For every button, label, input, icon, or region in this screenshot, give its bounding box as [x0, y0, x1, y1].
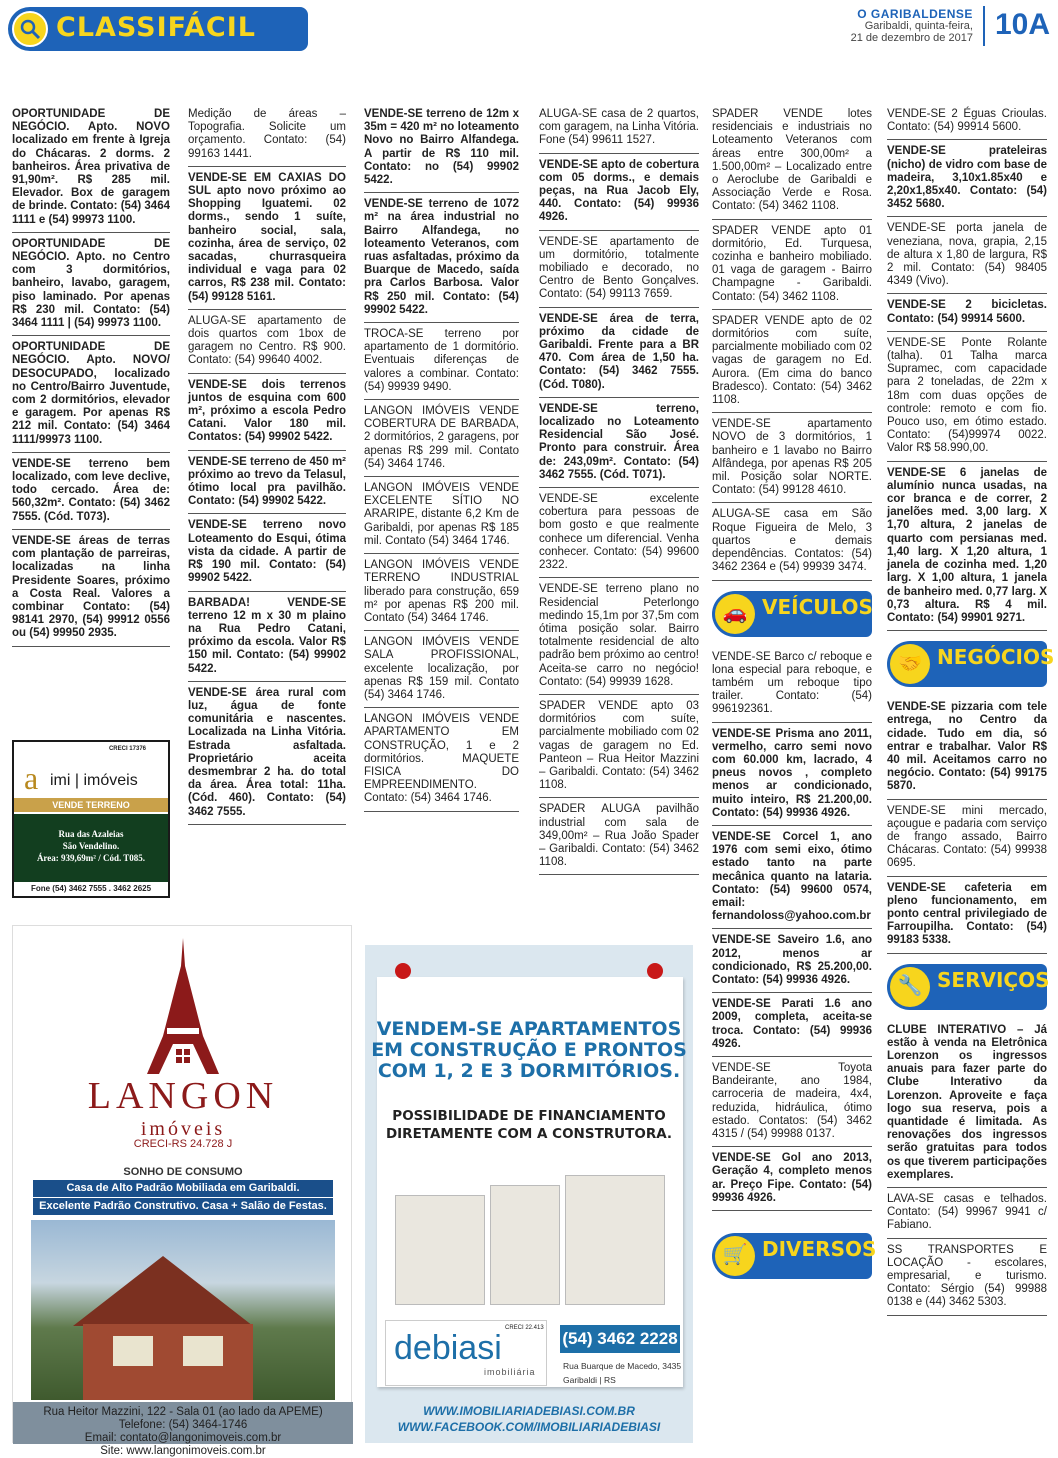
debiasi-web: WWW.IMOBILIARIADEBIASI.COM.BR WWW.FACEBOOK.COM/IMOBILIARIADEBIASI — [397, 1404, 661, 1434]
langon-name: LANGON — [87, 1075, 279, 1117]
column-2 — [188, 108, 346, 825]
section-diversos — [712, 1233, 877, 1279]
classified-ad: OPORTUNIDADE DE NEGÓCIO. Apto. no Centro com 3 dormitórios, banheiro, lavabo, garagem, piso laminado. Por apenas R$ 230 mil. Contato: (54) 3464 1111 | (54) 99973 1100. — [12, 233, 170, 336]
classified-ad: VENDE-SE terreno de 12m x 35m = 420 m² no loteamento Novo no Bairro Alfandega. A partir de R$ 110 mil. Contato: no (54) 99902 5422. — [364, 108, 519, 193]
classified-ad: VENDE-SE excelente cobertura para pessoas de bom gosto e que realmente conhece um diferencial. Venha conhecer. Contato: (54) 99600 2322. — [539, 488, 699, 578]
classified-ad: VENDE-SE terreno plano no Residencial Peterlongo medindo 15,1m por 37,5m com ótima posição solar. Bairro totalmente residencial de alto padrão bem próximo ao centro! Aceita-se carro no negócio! Contato: (54) 99939 1628. — [539, 578, 699, 695]
section-negocios — [887, 641, 1055, 687]
pin-icon — [647, 963, 663, 979]
debiasi-headline: VENDEM-SE APARTAMENTOS EM CONSTRUÇÃO E PRONTOS COM 1, 2 E 3 DORMITÓRIOS. — [371, 1018, 687, 1082]
pin-icon — [395, 963, 411, 979]
classified-ad: VENDE-SE apartamento de um dormitório, totalmente mobiliado e decorado, no Centro de Bento Gonçalves. Contato: (54) 99113 7659. — [539, 231, 699, 308]
classified-ad: VENDE-SE Prisma ano 2011, vermelho, carro semi novo com 60.000 km, lacrado, 4 pneus novos , completo menos ar condicionado, muito inteiro, R$ 21.200,00. Contato: (54) 99936 4926. — [712, 723, 872, 826]
debiasi-address: Rua Buarque de Macedo, 3435 Garibaldi | RS — [563, 1361, 682, 1385]
langon-creci: CRECI-RS 24.728 J — [133, 1138, 233, 1150]
classified-ad: VENDE-SE terreno de 450 m² próximo ao trevo da Telasul, ótimo local pra pavilhão. Contato: (54) 99902 5422. — [188, 451, 346, 515]
classified-ad: LANGON IMÓVEIS VENDE APARTAMENTO EM CONSTRUÇÃO, 1 e 2 dormitórios. MAQUETE FISICA DO EMPREENDIMENTO. Contato: (54) 3464 1746. — [364, 708, 519, 811]
house-roof — [73, 1256, 253, 1326]
classified-ad: OPORTUNIDADE DE NEGÓCIO. Apto. NOVO/ DESOCUPADO, localizado no Centro/Bairro Juventude, com 2 dormitórios, elevador e garagem. Por apenas R$ 212 mil. Contato: (54) 3464 1111/99973 1100. — [12, 336, 170, 453]
classified-ad: VENDE-SE pizzaria com tele entrega, no Centro da cidade. Tudo em dia, só entrar e trabalhar. Valor R$ 40 mil. Aceitamos carro no negócio. Contato: (54) 99175 5870. — [887, 701, 1047, 799]
classified-ad: VENDE-SE terreno de 1072 m² na área industrial no Bairro Alfandega, no loteamento Veteranos, com ruas asfaltadas, próximo da Buarque de Macedo, saída pra Carlos Barbosa. Valor R$ 250 mil. Contato: (54) 99902 5422. — [364, 193, 519, 323]
page-header — [0, 0, 1058, 58]
classified-ad: ALUGA-SE apartamento de dois quartos com 1box de garagem no Centro. R$ 900. Contato: (54) 99640 4002. — [188, 310, 346, 374]
classified-ad: LAVA-SE casas e telhados. Contato: (54) 99967 9941 c/ Fabiano. — [887, 1188, 1047, 1239]
building-render — [395, 1195, 485, 1305]
newspaper-name: O GARIBALDENSE — [857, 7, 973, 21]
column-1 — [12, 108, 170, 647]
classified-ad: VENDE-SE 2 bicicletas. Contato: (54) 99914 5600. — [887, 294, 1047, 331]
aimi-ad — [12, 740, 170, 898]
classified-ad: VENDE-SE 6 janelas de alumínio nunca usadas, na cor branca e de correr, 2 janelões med. 3,00 larg. X 1,70 altura, 2 janelas de quarto com persianas med. 1,40 larg. X 1,20 altura, 1 janela de cozinha med. 1,20 larg. X 1,00 altura, 1 janela de banheiro med. 0,77 larg. X 0,73 altura. R$ 4 mil. Contato: (54) 99901 9271. — [887, 462, 1047, 631]
eiffel-tower-logo — [133, 936, 233, 1076]
building-render — [490, 1185, 560, 1305]
classified-ad: LANGON IMÓVEIS VENDE TERRENO INDUSTRIAL liberado para construção, 659 m² por apenas R$ 200 mil. Contato (54) 3464 1746. — [364, 554, 519, 631]
classified-ad: SPADER VENDE apto 01 dormitório, Ed. Turquesa, cozinha e banheiro mobiliado. 01 vaga de garagem - Bairro Champagne - Garibaldi. Contato: (54) 3462 1108. — [712, 220, 872, 310]
magnifier-icon — [12, 11, 48, 47]
classified-ad: SPADER VENDE apto 03 dormitórios com suíte, parcialmente mobiliado com 02 vagas de garagem no Ed. Panteon – Rua Heitor Mazzini – Garibaldi. Contato: (54) 3462 1108. — [539, 695, 699, 798]
classified-ad: OPORTUNIDADE DE NEGÓCIO. Apto. NOVO localizado em frente à Igreja do Chácaras. 2 dorms. 2 banheiros. Área privativa de 91,90m². R$ 285 mil. Elevador. Box de garagem de brinde. Contato: (54) 3464 1111 e (54) 99973 1100. — [12, 108, 170, 233]
langon-ad — [12, 925, 352, 1457]
column-5 — [712, 108, 877, 1293]
langon-contact: Rua Heitor Mazzini, 122 - Sala 01 (ao lado da APEME) Telefone: (54) 3464-1746 Email: contato@langonimoveis.com.br Site: www.langonimoveis.com.br — [43, 1406, 323, 1457]
classified-ad: Medição de áreas – Topografia. Solicite um orçamento. Contato: (54) 99163 1441. — [188, 108, 346, 167]
classified-ad: VENDE-SE terreno bem localizado, com leve declive, todo cercado. Área de: 560,32m². Contato: (54) 3462 7555. (Cód. T073). — [12, 453, 170, 530]
classified-ad: LANGON IMÓVEIS VENDE SALA PROFISSIONAL, excelente localização, por apenas R$ 159 mil. Contato (54) 3464 1746. — [364, 631, 519, 708]
classified-ad: BARBADA! VENDE-SE terreno 12 m x 30 m plaino na Rua Pedro Catani, próximo da escola. Valor R$ 150 mil. Contato: (54) 99902 5422. — [188, 592, 346, 682]
classified-ad: VENDE-SE 2 Éguas Crioulas. Contato: (54) 99914 5600. — [887, 108, 1047, 140]
debiasi-creci: CRECI 22.413 — [505, 1325, 544, 1331]
section-diversos-title: DIVERSOS — [762, 1237, 877, 1262]
classified-ad: VENDE-SE Toyota Bandeirante, ano 1984, carroceria de madeira, 4x4, reduzida, hidráulica, ótimo estado. Contatos: (54) 3462 4315 / (54) 99988 0137. — [712, 1057, 872, 1147]
column-4 — [539, 108, 699, 875]
aimi-info: Rua das Azaleias São Vendelino. Área: 939,69m² / Cód. T085. — [14, 814, 168, 896]
debiasi-phone: (54) 3462 2228 — [560, 1325, 680, 1353]
classified-ad: VENDE-SE área rural com luz, água de fonte comunitária e nascentes. Localizada na Linha Vitória. Estrada asfaltada. Proprietário aceita desmembrar 2 ha. do total da área. Área total: 11ha. (Cód. 460). Contato: (54) 3462 7555. — [188, 682, 346, 825]
section-negocios-title: NEGÓCIOS — [937, 645, 1055, 670]
classified-ad: SS TRANSPORTES E LOCAÇÃO - escolares, empresarial, e turismo. Contato: Sérgio (54) 99988 0138 e (44) 3462 5303. — [887, 1239, 1047, 1316]
classified-ad: LANGON IMÓVEIS VENDE EXCELENTE SÍTIO NO ARARIPE, distante 6,2 Km de Garibaldi, por apenas R$ 185 mil. Contato (54) 3464 1746. — [364, 477, 519, 554]
classified-ad: VENDE-SE Parati 1.6 ano 2009, completa, aceita-se troca. Contato: (54) 99936 4926. — [712, 993, 872, 1057]
classified-ad: SPADER VENDE apto de 02 dormitórios com suíte, parcialmente mobiliado com 02 vagas de garagem no Ed. Aurora. (Em cima do banco Bradesco). Contato: (54) 3462 1108. — [712, 310, 872, 413]
aimi-logo: a imi | imóveis — [24, 760, 138, 796]
classified-ad: VENDE-SE Barco c/ reboque e lona especial para reboque, e também um reboque tipo trailer. Contato: (54) 996192361. — [712, 651, 872, 723]
classified-ad: VENDE-SE mini mercado, açougue e padaria com serviço de frango assado, Bairro Chácaras. Contato: (54) 99938 0695. — [887, 800, 1047, 877]
column-6 — [887, 108, 1055, 1316]
classified-ad: LANGON IMÓVEIS VENDE COBERTURA DE BARBADA, 2 dormitórios, 2 garagens, por apenas R$ 299 mil. Contato (54) 3464 1746. — [364, 400, 519, 477]
house-window — [183, 1336, 223, 1366]
aimi-phone: Fone (54) 3462 7555 . 3462 2625 — [14, 882, 168, 896]
classified-ad: SPADER ALUGA pavilhão industrial com sala de 349,00m² – Rua João Spader – Garibaldi. Contato: (54) 3462 1108. — [539, 798, 699, 875]
classified-ad: VENDE-SE Saveiro 1.6, ano 2012, menos ar condicionado, R$ 25.200,00. Contato: (54) 99936 4926. — [712, 929, 872, 993]
classified-ad: ALUGA-SE casa de 2 quartos, com garagem, na Linha Vitória. Fone (54) 99611 1527. — [539, 108, 699, 154]
debiasi-ad — [365, 945, 693, 1443]
section-veiculos — [712, 591, 872, 637]
debiasi-logo: debiasi imobiliária — [385, 1320, 547, 1386]
section-veiculos-title: VEÍCULOS — [762, 594, 873, 619]
date-line-1: Garibaldi, quinta-feira, — [864, 20, 973, 32]
section-servicos — [887, 964, 1050, 1010]
classified-ad: VENDE-SE prateleiras (nicho) de vidro com base de madeira, 3,10x1.85x40 e 2,20x1,85x40. Contato: (54) 3452 5680. — [887, 140, 1047, 217]
classified-ad: VENDE-SE dois terrenos juntos de esquina com 600 m², próximo a escola Pedro Catani. Valor 180 mil. Contatos: (54) 99902 5422. — [188, 374, 346, 451]
classified-ad: CLUBE INTERATIVO – Já estão à venda na Eletrônica Lorenzon os ingressos anuais para fazer parte do Clube Interativo da Lorenzon. Aproveite e faça logo sua reserva, pois a quantidade é limitada. As renovações dos ingressos serão gratuitas para todos os que tiverem participações exemplares. — [887, 1024, 1047, 1188]
debiasi-subheadline: POSSIBILIDADE DE FINANCIAMENTO DIRETAMENTE COM A CONSTRUTORA. — [385, 1108, 673, 1142]
classified-ad: VENDE-SE cafeteria em pleno funcionamento, em ponto central privilegiado de Farroupilha. Contato: (54) 99183 5338. — [887, 877, 1047, 954]
section-servicos-title: SERVIÇOS — [937, 967, 1050, 992]
classified-ad: ALUGA-SE casa em São Roque Figueira de Melo, 3 quartos e demais dependências. Contatos: (54) 3462 2364 e (54) 99939 3474. — [712, 503, 872, 580]
car-icon: 🚗 — [715, 594, 755, 634]
classified-ad: SPADER VENDE lotes residenciais e industriais no Loteamento Veteranos com áreas entre 300,00m² a 1.500,00m² – Localizado entre o Aeroclube de Garibaldi e Associação Verde e Rosa. Contato: (54) 3462 1108. — [712, 108, 872, 220]
page-number: 10A — [994, 8, 1050, 41]
cart-icon: 🛒 — [715, 1236, 755, 1276]
classified-ad: VENDE-SE terreno novo Loteamento do Esqui, ótima vista da cidade. A partir de R$ 190 mil. Contato: (54) 99902 5422. — [188, 514, 346, 591]
langon-headline-1: Casa de Alto Padrão Mobiliada em Garibaldi. — [33, 1180, 333, 1197]
wrench-icon: 🔧 — [890, 967, 930, 1007]
classified-ad: VENDE-SE terreno, localizado no Loteamento Residencial São José. Pronto para construir. Área de: 243,09m². Contato: (54) 3462 7555. (Cód. T071). — [539, 398, 699, 488]
house-window — [113, 1336, 153, 1366]
handshake-icon: 🤝 — [890, 644, 930, 684]
section-banner — [8, 7, 308, 51]
classified-ad: VENDE-SE Gol ano 2013, Geração 4, completo menos ar. Preço Fipe. Contato: (54) 99936 4926. — [712, 1147, 872, 1211]
langon-headline-2: Excelente Padrão Construtivo. Casa + Salão de Festas. — [33, 1198, 333, 1215]
classified-ad: TROCA-SE terreno por apartamento de 1 dormitório. Eventuais diferenças de valores a combinar. Contato: (54) 99939 9490. — [364, 323, 519, 400]
classified-ad: VENDE-SE apto de cobertura com 05 dorms., e demais peças, na Rua Jacob Ely, 440. Contato: (54) 99936 4926. — [539, 154, 699, 231]
classified-ad: VENDE-SE EM CAXIAS DO SUL apto novo próximo ao Shopping Iguatemi. 02 dorms., sendo 1 suíte, banheiro social, sala, cozinha, área de serviço, 02 sacadas, churrasqueira individual e vaga para 02 carros, R$ 238 mil. Contato: (54) 99128 5161. — [188, 167, 346, 310]
building-render — [565, 1175, 665, 1305]
aimi-creci: CRECI 17376 — [108, 746, 146, 752]
classified-ad: VENDE-SE Corcel 1, ano 1976 com semi eixo, ótimo estado tanto na parte mecânica quanto na lataria. Contato: (54) 99600 0574, email: fernandoloss@yahoo.com.br — [712, 826, 872, 929]
classified-ad: VENDE-SE Ponte Rolante (talha). 01 Talha marca Supramec, com capacidade para 2 toneladas, de 22m x 18m com duas opções de controle: remoto e com fio. Pouco uso, em ótimo estado. Contato: (54)99974 0022. Valor R$ 58.990,00. — [887, 332, 1047, 462]
date-line-2: 21 de dezembro de 2017 — [850, 32, 973, 44]
langon-sub: imóveis — [140, 1118, 226, 1140]
house-body — [83, 1324, 253, 1400]
classified-ad: VENDE-SE área de terra, próximo da cidade de Garibaldi. Frente para a BR 470. Com área de 1,50 ha. Contato: (54) 3462 7555. (Cód. T080). — [539, 308, 699, 398]
aimi-banner: VENDE TERRENO — [14, 798, 168, 812]
classified-ad: VENDE-SE áreas de terras com plantação de parreiras, localizadas na linha Presidente Soares, próximo a Costa Real. Valores a combinar Contato: (54) 98141 2970, (54) 99912 0556 ou (54) 99950 2935. — [12, 530, 170, 647]
classified-ad: VENDE-SE porta janela de veneziana, nova, grapia, 2,15 de altura x 1,80 de largura, R$ 2 mil. Contato: (54) 98405 4349 (Vivo). — [887, 217, 1047, 294]
langon-slogan: SONHO DE CONSUMO — [123, 1166, 243, 1178]
classified-ad: VENDE-SE apartamento NOVO de 3 dormitórios, 1 banheiro e 1 lavabo no Bairro Alfândega, por apenas R$ 205 mil. Posição solar NORTE. Contato: (54) 99128 4610. — [712, 413, 872, 503]
column-3 — [364, 108, 519, 812]
header-divider — [983, 6, 985, 46]
section-title: CLASSIFÁCIL — [56, 12, 256, 43]
